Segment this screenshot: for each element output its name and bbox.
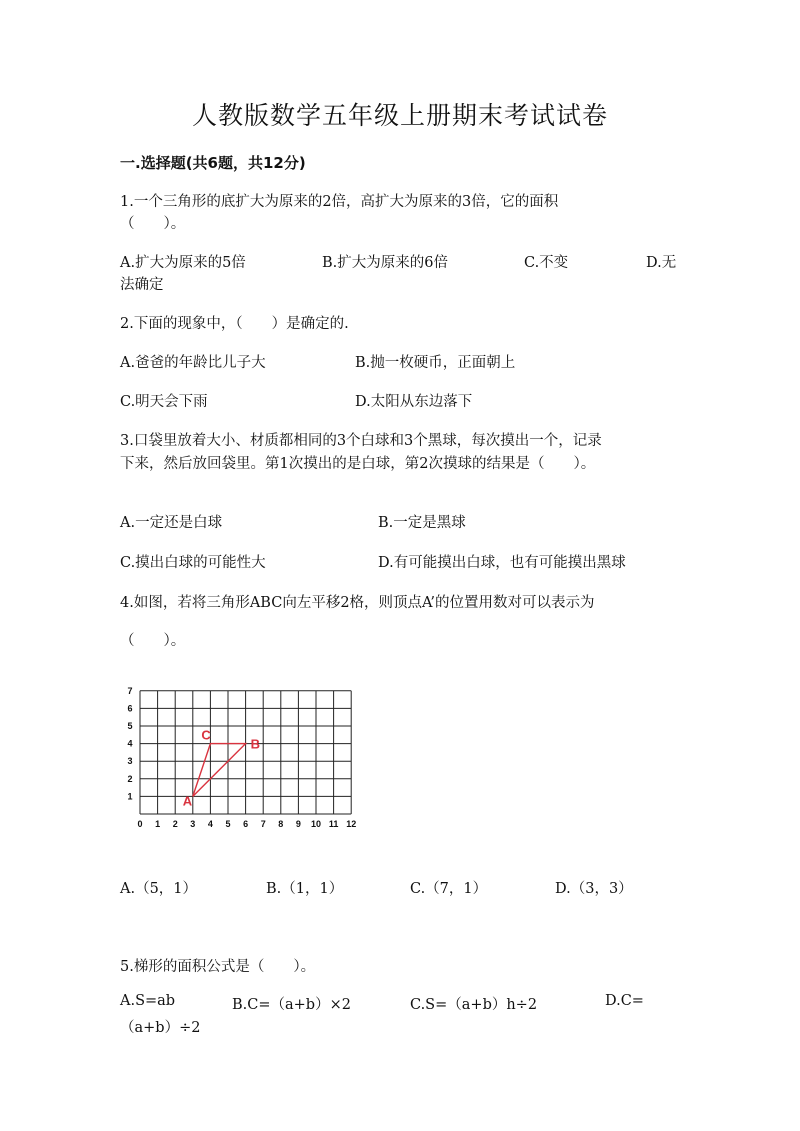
q2-text: 2.下面的现象中，（ ）是确定的. bbox=[120, 316, 349, 332]
x-tick-label: 4 bbox=[207, 819, 213, 829]
q2-option-b: B.抛一枚硬币，正面朝上 bbox=[355, 355, 516, 371]
x-tick-label: 7 bbox=[260, 819, 266, 829]
q5-option-b: B.C=（a+b）×2 bbox=[232, 997, 351, 1013]
q2-option-a: A.爸爸的年龄比儿子大 bbox=[120, 355, 266, 371]
q5-option-d: D.C= bbox=[605, 993, 644, 1009]
x-tick-label: 9 bbox=[295, 819, 301, 829]
vertex-label-a: A bbox=[182, 793, 193, 809]
q1-text-line1: 1.一个三角形的底扩大为原来的2倍，高扩大为原来的3倍，它的面积 bbox=[120, 194, 559, 210]
x-tick-label: 11 bbox=[328, 819, 339, 829]
q1-option-d: D.无 bbox=[646, 255, 677, 271]
coordinate-grid-svg bbox=[118, 680, 368, 840]
q4-option-a: A.（5，1） bbox=[120, 881, 198, 897]
section-heading: 一.选择题(共6题，共12分) bbox=[120, 154, 306, 172]
q5-option-a: A.S=ab bbox=[120, 993, 176, 1009]
q5-text: 5.梯形的面积公式是（ ）。 bbox=[120, 959, 316, 975]
x-tick-label: 3 bbox=[190, 819, 196, 829]
q4-option-c: C.（7，1） bbox=[410, 881, 488, 897]
vertex-label-b: B bbox=[250, 736, 260, 752]
q4-text-line1: 4.如图，若将三角形ABC向左平移2格，则顶点A’的位置用数对可以表示为 bbox=[120, 595, 595, 611]
q1-option-c: C.不变 bbox=[524, 255, 569, 271]
coordinate-grid-figure bbox=[118, 680, 368, 840]
vertex-label-c: C bbox=[201, 727, 211, 743]
x-tick-label: 8 bbox=[278, 819, 284, 829]
x-tick-label: 5 bbox=[225, 819, 231, 829]
q4-option-d: D.（3，3） bbox=[555, 881, 633, 897]
y-tick-label: 1 bbox=[127, 791, 133, 802]
q3-text-line1: 3.口袋里放着大小、材质都相同的3个白球和3个黑球，每次摸出一个，记录 bbox=[120, 433, 602, 449]
q1-option-a: A.扩大为原来的5倍 bbox=[120, 255, 246, 271]
x-tick-label: 1 bbox=[155, 819, 161, 829]
y-tick-label: 7 bbox=[127, 685, 133, 696]
page-title: 人教版数学五年级上册期末考试试卷 bbox=[191, 101, 608, 130]
q4-text-line2: （ ）。 bbox=[120, 633, 186, 649]
y-tick-label: 2 bbox=[127, 773, 133, 784]
q5-option-d-cont: （a+b）÷2 bbox=[120, 1020, 201, 1036]
q1-option-d-cont: 法确定 bbox=[120, 277, 164, 293]
x-tick-label: 12 bbox=[346, 819, 357, 829]
x-tick-label: 2 bbox=[172, 819, 178, 829]
y-tick-label: 4 bbox=[127, 738, 133, 749]
q2-option-d: D.太阳从东边落下 bbox=[355, 394, 473, 410]
q1-option-b: B.扩大为原来的6倍 bbox=[322, 255, 448, 271]
triangle-abc bbox=[193, 744, 246, 797]
y-tick-label: 6 bbox=[127, 703, 133, 714]
q3-option-c: C.摸出白球的可能性大 bbox=[120, 555, 266, 571]
x-tick-label: 6 bbox=[243, 819, 249, 829]
q5-option-c: C.S=（a+b）h÷2 bbox=[410, 997, 538, 1013]
y-tick-label: 3 bbox=[127, 756, 133, 767]
q3-option-b: B.一定是黑球 bbox=[378, 515, 466, 531]
x-tick-label: 0 bbox=[137, 819, 143, 829]
x-tick-label: 10 bbox=[310, 819, 322, 829]
q3-option-a: A.一定还是白球 bbox=[120, 515, 223, 531]
y-tick-label: 5 bbox=[127, 721, 133, 731]
q3-option-d: D.有可能摸出白球，也有可能摸出黑球 bbox=[378, 555, 626, 571]
q3-text-line2: 下来，然后放回袋里。第1次摸出的是白球，第2次摸球的结果是（ ）。 bbox=[120, 456, 596, 472]
q1-text-line2: （ ）。 bbox=[120, 216, 186, 232]
q4-option-b: B.（1，1） bbox=[266, 881, 344, 897]
q2-option-c: C.明天会下雨 bbox=[120, 394, 208, 410]
